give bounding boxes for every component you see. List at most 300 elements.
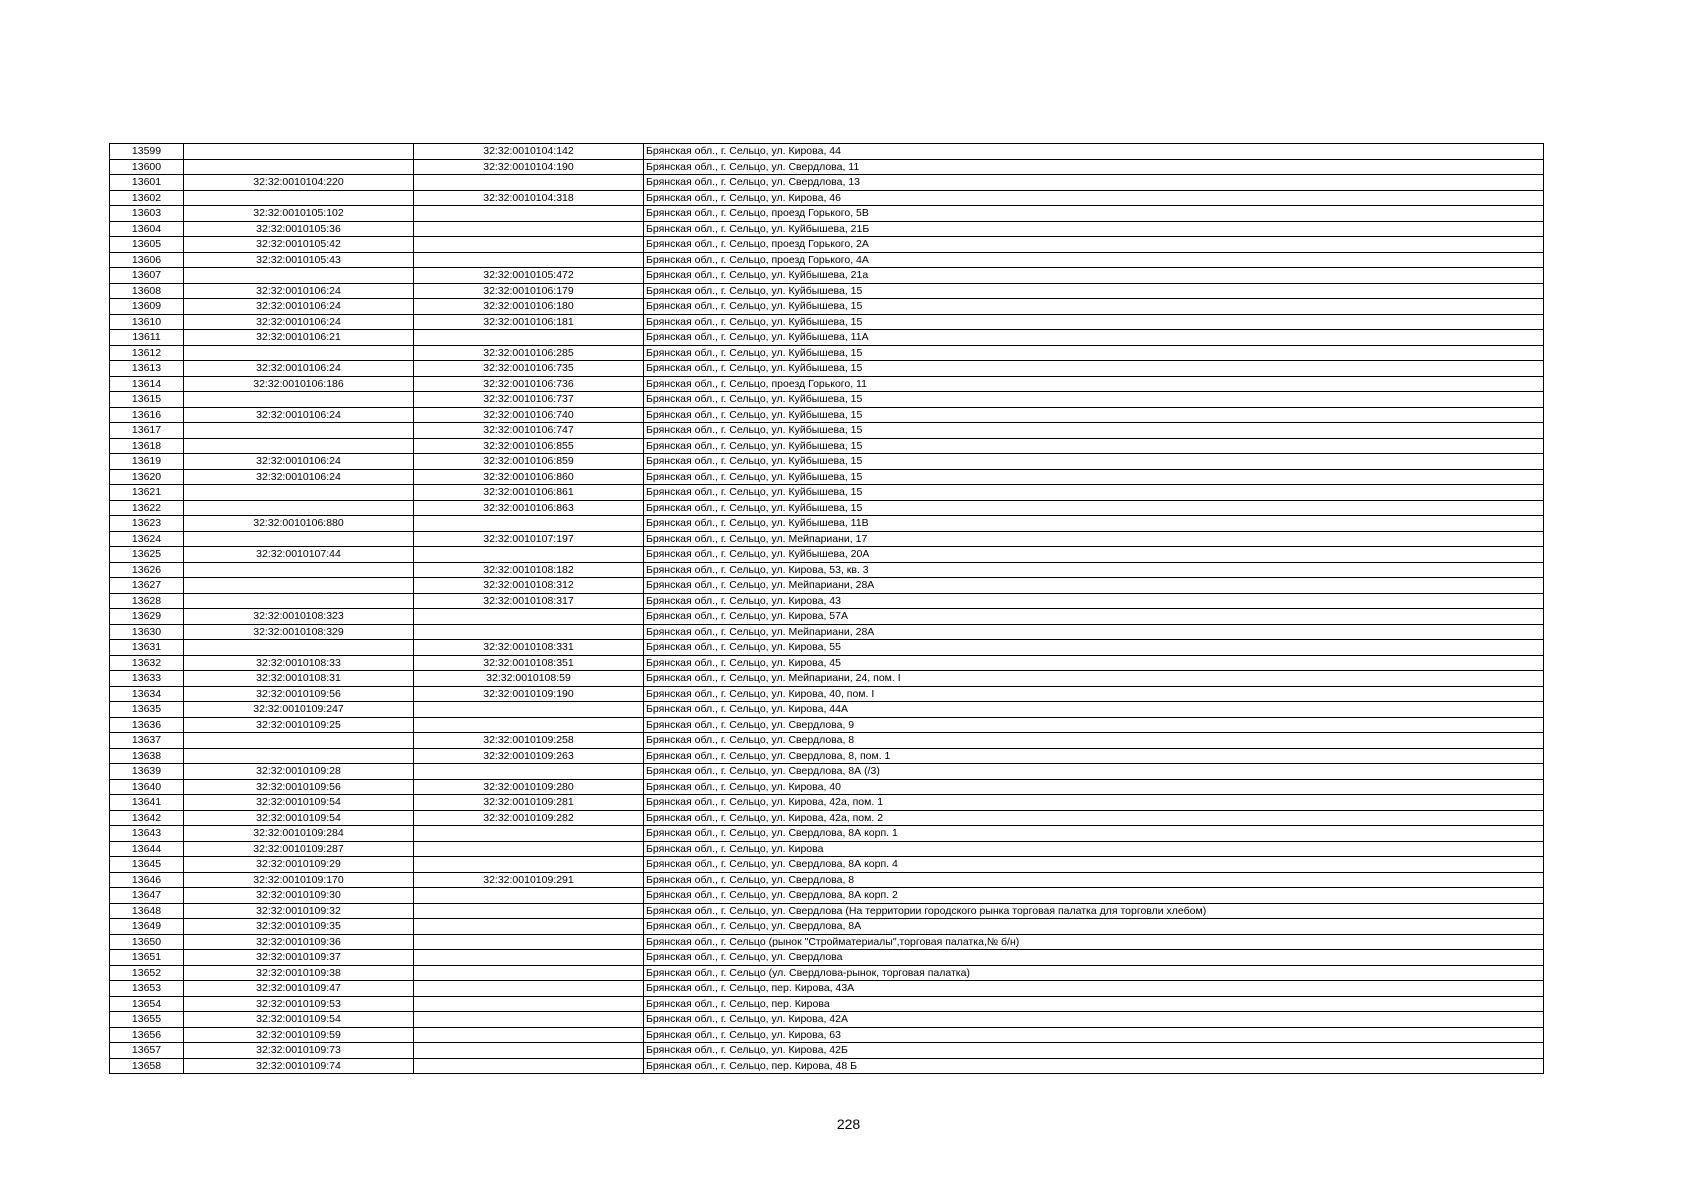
address-cell: Брянская обл., г. Сельцо, ул. Кирова, 53, кв. 3 — [644, 562, 1544, 578]
land-cadastral-cell: 32:32:0010104:220 — [184, 175, 414, 191]
row-number-cell: 13632 — [110, 655, 184, 671]
row-number-cell: 13651 — [110, 950, 184, 966]
row-number-cell: 13620 — [110, 469, 184, 485]
object-cadastral-cell: 32:32:0010106:179 — [414, 283, 644, 299]
address-cell: Брянская обл., г. Сельцо, ул. Свердлова, 9 — [644, 717, 1544, 733]
address-cell: Брянская обл., г. Сельцо, ул. Куйбышева, 11В — [644, 516, 1544, 532]
row-number-cell: 13600 — [110, 159, 184, 175]
row-number-cell: 13627 — [110, 578, 184, 594]
table-row — [110, 454, 1544, 470]
land-cadastral-cell: 32:32:0010106:21 — [184, 330, 414, 346]
land-cadastral-cell: 32:32:0010109:47 — [184, 981, 414, 997]
table-row — [110, 407, 1544, 423]
land-cadastral-cell: 32:32:0010109:36 — [184, 934, 414, 950]
address-cell: Брянская обл., г. Сельцо, ул. Свердлова, 8А корп. 1 — [644, 826, 1544, 842]
land-cadastral-cell: 32:32:0010109:56 — [184, 686, 414, 702]
row-number-cell: 13645 — [110, 857, 184, 873]
table-row — [110, 826, 1544, 842]
row-number-cell: 13658 — [110, 1058, 184, 1074]
object-cadastral-cell: 32:32:0010104:318 — [414, 190, 644, 206]
object-cadastral-cell — [414, 996, 644, 1012]
row-number-cell: 13642 — [110, 810, 184, 826]
land-cadastral-cell: 32:32:0010106:24 — [184, 283, 414, 299]
table-row — [110, 965, 1544, 981]
land-cadastral-cell: 32:32:0010109:53 — [184, 996, 414, 1012]
table-row — [110, 299, 1544, 315]
address-cell: Брянская обл., г. Сельцо, пер. Кирова, 48 Б — [644, 1058, 1544, 1074]
land-cadastral-cell: 32:32:0010106:24 — [184, 361, 414, 377]
table-row — [110, 578, 1544, 594]
address-cell: Брянская обл., г. Сельцо, ул. Куйбышева, 15 — [644, 314, 1544, 330]
table-row — [110, 283, 1544, 299]
object-cadastral-cell — [414, 841, 644, 857]
table-row — [110, 392, 1544, 408]
table-row — [110, 795, 1544, 811]
row-number-cell: 13606 — [110, 252, 184, 268]
address-cell: Брянская обл., г. Сельцо, ул. Кирова, 44 — [644, 144, 1544, 160]
row-number-cell: 13634 — [110, 686, 184, 702]
land-cadastral-cell — [184, 345, 414, 361]
table-row — [110, 159, 1544, 175]
row-number-cell: 13641 — [110, 795, 184, 811]
table-row — [110, 919, 1544, 935]
land-cadastral-cell: 32:32:0010108:329 — [184, 624, 414, 640]
land-cadastral-cell: 32:32:0010106:24 — [184, 407, 414, 423]
land-cadastral-cell — [184, 748, 414, 764]
land-cadastral-cell: 32:32:0010109:54 — [184, 810, 414, 826]
row-number-cell: 13623 — [110, 516, 184, 532]
land-cadastral-cell — [184, 268, 414, 284]
address-cell: Брянская обл., г. Сельцо, ул. Кирова, 40, пом. I — [644, 686, 1544, 702]
row-number-cell: 13639 — [110, 764, 184, 780]
object-cadastral-cell — [414, 981, 644, 997]
address-cell: Брянская обл., г. Сельцо, ул. Кирова — [644, 841, 1544, 857]
object-cadastral-cell: 32:32:0010106:860 — [414, 469, 644, 485]
row-number-cell: 13628 — [110, 593, 184, 609]
land-cadastral-cell: 32:32:0010109:74 — [184, 1058, 414, 1074]
table-row — [110, 640, 1544, 656]
table-row — [110, 624, 1544, 640]
land-cadastral-cell: 32:32:0010106:24 — [184, 314, 414, 330]
table-row — [110, 748, 1544, 764]
land-cadastral-cell: 32:32:0010105:43 — [184, 252, 414, 268]
object-cadastral-cell: 32:32:0010106:181 — [414, 314, 644, 330]
land-cadastral-cell: 32:32:0010109:73 — [184, 1043, 414, 1059]
land-cadastral-cell: 32:32:0010105:42 — [184, 237, 414, 253]
row-number-cell: 13622 — [110, 500, 184, 516]
address-cell: Брянская обл., г. Сельцо, ул. Куйбышева, 15 — [644, 500, 1544, 516]
table-row — [110, 996, 1544, 1012]
row-number-cell: 13618 — [110, 438, 184, 454]
land-cadastral-cell — [184, 144, 414, 160]
object-cadastral-cell: 32:32:0010109:281 — [414, 795, 644, 811]
land-cadastral-cell — [184, 190, 414, 206]
address-cell: Брянская обл., г. Сельцо, ул. Кирова, 63 — [644, 1027, 1544, 1043]
object-cadastral-cell — [414, 330, 644, 346]
land-cadastral-cell — [184, 485, 414, 501]
row-number-cell: 13656 — [110, 1027, 184, 1043]
object-cadastral-cell: 32:32:0010106:285 — [414, 345, 644, 361]
address-cell: Брянская обл., г. Сельцо, ул. Куйбышева, 21а — [644, 268, 1544, 284]
address-cell: Брянская обл., г. Сельцо, пер. Кирова, 43А — [644, 981, 1544, 997]
object-cadastral-cell — [414, 1043, 644, 1059]
land-cadastral-cell — [184, 423, 414, 439]
address-cell: Брянская обл., г. Сельцо, ул. Свердлова, 13 — [644, 175, 1544, 191]
object-cadastral-cell: 32:32:0010108:331 — [414, 640, 644, 656]
address-cell: Брянская обл., г. Сельцо, ул. Кирова, 45 — [644, 655, 1544, 671]
object-cadastral-cell — [414, 717, 644, 733]
address-cell: Брянская обл., г. Сельцо, ул. Мейпариани, 17 — [644, 531, 1544, 547]
object-cadastral-cell — [414, 950, 644, 966]
object-cadastral-cell — [414, 221, 644, 237]
table-row — [110, 469, 1544, 485]
row-number-cell: 13640 — [110, 779, 184, 795]
row-number-cell: 13599 — [110, 144, 184, 160]
row-number-cell: 13643 — [110, 826, 184, 842]
address-cell: Брянская обл., г. Сельцо, ул. Куйбышева, 15 — [644, 283, 1544, 299]
object-cadastral-cell: 32:32:0010104:190 — [414, 159, 644, 175]
land-cadastral-cell: 32:32:0010109:287 — [184, 841, 414, 857]
row-number-cell: 13616 — [110, 407, 184, 423]
row-number-cell: 13653 — [110, 981, 184, 997]
land-cadastral-cell: 32:32:0010109:29 — [184, 857, 414, 873]
table-row — [110, 144, 1544, 160]
address-cell: Брянская обл., г. Сельцо, проезд Горького, 5В — [644, 206, 1544, 222]
land-cadastral-cell: 32:32:0010109:38 — [184, 965, 414, 981]
row-number-cell: 13654 — [110, 996, 184, 1012]
land-cadastral-cell: 32:32:0010106:880 — [184, 516, 414, 532]
object-cadastral-cell: 32:32:0010106:855 — [414, 438, 644, 454]
row-number-cell: 13605 — [110, 237, 184, 253]
address-cell: Брянская обл., г. Сельцо, проезд Горького, 4А — [644, 252, 1544, 268]
table-row — [110, 609, 1544, 625]
address-cell: Брянская обл., г. Сельцо, ул. Кирова, 42Б — [644, 1043, 1544, 1059]
land-cadastral-cell — [184, 392, 414, 408]
address-cell: Брянская обл., г. Сельцо, ул. Кирова, 44А — [644, 702, 1544, 718]
address-cell: Брянская обл., г. Сельцо (ул. Свердлова-рынок, торговая палатка) — [644, 965, 1544, 981]
land-cadastral-cell: 32:32:0010105:36 — [184, 221, 414, 237]
object-cadastral-cell: 32:32:0010106:180 — [414, 299, 644, 315]
land-cadastral-cell: 32:32:0010107:44 — [184, 547, 414, 563]
table-row — [110, 764, 1544, 780]
address-cell: Брянская обл., г. Сельцо, ул. Кирова, 43 — [644, 593, 1544, 609]
address-cell: Брянская обл., г. Сельцо, ул. Куйбышева, 15 — [644, 438, 1544, 454]
object-cadastral-cell: 32:32:0010109:291 — [414, 872, 644, 888]
address-cell: Брянская обл., г. Сельцо, ул. Кирова, 40 — [644, 779, 1544, 795]
land-cadastral-cell: 32:32:0010108:33 — [184, 655, 414, 671]
address-cell: Брянская обл., г. Сельцо, ул. Куйбышева, 20А — [644, 547, 1544, 563]
page-number: 228 — [836, 1116, 861, 1132]
table-row — [110, 593, 1544, 609]
address-cell: Брянская обл., г. Сельцо, ул. Мейпариани, 28А — [644, 578, 1544, 594]
land-cadastral-cell — [184, 531, 414, 547]
row-number-cell: 13631 — [110, 640, 184, 656]
row-number-cell: 13626 — [110, 562, 184, 578]
row-number-cell: 13611 — [110, 330, 184, 346]
land-cadastral-cell: 32:32:0010108:31 — [184, 671, 414, 687]
row-number-cell: 13603 — [110, 206, 184, 222]
object-cadastral-cell: 32:32:0010108:312 — [414, 578, 644, 594]
land-cadastral-cell: 32:32:0010109:35 — [184, 919, 414, 935]
land-cadastral-cell: 32:32:0010109:32 — [184, 903, 414, 919]
object-cadastral-cell: 32:32:0010108:59 — [414, 671, 644, 687]
address-cell: Брянская обл., г. Сельцо, ул. Свердлова — [644, 950, 1544, 966]
address-cell: Брянская обл., г. Сельцо (рынок "Стройматериалы",торговая палатка,№ б/н) — [644, 934, 1544, 950]
address-cell: Брянская обл., г. Сельцо, ул. Кирова, 55 — [644, 640, 1544, 656]
object-cadastral-cell: 32:32:0010109:190 — [414, 686, 644, 702]
table-row — [110, 1043, 1544, 1059]
land-cadastral-cell — [184, 640, 414, 656]
land-cadastral-cell: 32:32:0010108:323 — [184, 609, 414, 625]
address-cell: Брянская обл., г. Сельцо, ул. Куйбышева, 15 — [644, 345, 1544, 361]
object-cadastral-cell: 32:32:0010106:859 — [414, 454, 644, 470]
table-row — [110, 516, 1544, 532]
table-row — [110, 810, 1544, 826]
object-cadastral-cell: 32:32:0010106:740 — [414, 407, 644, 423]
row-number-cell: 13644 — [110, 841, 184, 857]
row-number-cell: 13649 — [110, 919, 184, 935]
table-row — [110, 857, 1544, 873]
table-row — [110, 1027, 1544, 1043]
table-row — [110, 345, 1544, 361]
table-row — [110, 841, 1544, 857]
object-cadastral-cell — [414, 934, 644, 950]
table-row — [110, 330, 1544, 346]
table-row — [110, 562, 1544, 578]
address-cell: Брянская обл., г. Сельцо, ул. Свердлова (На территории городского рынка торговая палатка для торговли хлебом) — [644, 903, 1544, 919]
row-number-cell: 13613 — [110, 361, 184, 377]
address-cell: Брянская обл., г. Сельцо, ул. Свердлова, 8, пом. 1 — [644, 748, 1544, 764]
object-cadastral-cell — [414, 965, 644, 981]
address-cell: Брянская обл., г. Сельцо, ул. Куйбышева, 11А — [644, 330, 1544, 346]
table-row — [110, 1058, 1544, 1074]
address-cell: Брянская обл., г. Сельцо, ул. Свердлова, 8 — [644, 733, 1544, 749]
table-row — [110, 531, 1544, 547]
row-number-cell: 13608 — [110, 283, 184, 299]
land-cadastral-cell: 32:32:0010109:25 — [184, 717, 414, 733]
table-row — [110, 376, 1544, 392]
table-row — [110, 655, 1544, 671]
address-cell: Брянская обл., г. Сельцо, ул. Куйбышева, 15 — [644, 454, 1544, 470]
land-cadastral-cell: 32:32:0010109:247 — [184, 702, 414, 718]
address-cell: Брянская обл., г. Сельцо, ул. Свердлова, 8А корп. 4 — [644, 857, 1544, 873]
land-cadastral-cell: 32:32:0010109:54 — [184, 795, 414, 811]
row-number-cell: 13629 — [110, 609, 184, 625]
row-number-cell: 13602 — [110, 190, 184, 206]
object-cadastral-cell: 32:32:0010106:735 — [414, 361, 644, 377]
row-number-cell: 13636 — [110, 717, 184, 733]
table-row — [110, 779, 1544, 795]
land-cadastral-cell — [184, 500, 414, 516]
table-row — [110, 500, 1544, 516]
row-number-cell: 13604 — [110, 221, 184, 237]
object-cadastral-cell: 32:32:0010106:737 — [414, 392, 644, 408]
land-cadastral-cell: 32:32:0010106:24 — [184, 299, 414, 315]
object-cadastral-cell: 32:32:0010108:182 — [414, 562, 644, 578]
object-cadastral-cell: 32:32:0010109:263 — [414, 748, 644, 764]
address-cell: Брянская обл., г. Сельцо, ул. Свердлова, 8А — [644, 919, 1544, 935]
table-row — [110, 438, 1544, 454]
address-cell: Брянская обл., г. Сельцо, ул. Кирова, 57А — [644, 609, 1544, 625]
land-cadastral-cell: 32:32:0010109:37 — [184, 950, 414, 966]
address-cell: Брянская обл., г. Сельцо, ул. Свердлова, 11 — [644, 159, 1544, 175]
land-cadastral-cell: 32:32:0010109:28 — [184, 764, 414, 780]
object-cadastral-cell — [414, 547, 644, 563]
registry-table — [109, 143, 1544, 1074]
row-number-cell: 13655 — [110, 1012, 184, 1028]
land-cadastral-cell: 32:32:0010109:170 — [184, 872, 414, 888]
object-cadastral-cell: 32:32:0010108:317 — [414, 593, 644, 609]
object-cadastral-cell: 32:32:0010109:280 — [414, 779, 644, 795]
row-number-cell: 13614 — [110, 376, 184, 392]
row-number-cell: 13619 — [110, 454, 184, 470]
land-cadastral-cell — [184, 733, 414, 749]
table-row — [110, 1012, 1544, 1028]
land-cadastral-cell: 32:32:0010109:59 — [184, 1027, 414, 1043]
table-row — [110, 237, 1544, 253]
table-row — [110, 717, 1544, 733]
table-row — [110, 981, 1544, 997]
table-row — [110, 190, 1544, 206]
row-number-cell: 13610 — [110, 314, 184, 330]
address-cell: Брянская обл., г. Сельцо, ул. Кирова, 42а, пом. 2 — [644, 810, 1544, 826]
table-row — [110, 671, 1544, 687]
object-cadastral-cell — [414, 888, 644, 904]
row-number-cell: 13652 — [110, 965, 184, 981]
object-cadastral-cell: 32:32:0010106:861 — [414, 485, 644, 501]
registry-table-body — [110, 144, 1544, 1074]
object-cadastral-cell — [414, 1058, 644, 1074]
address-cell: Брянская обл., г. Сельцо, проезд Горького, 11 — [644, 376, 1544, 392]
address-cell: Брянская обл., г. Сельцо, ул. Кирова, 42а, пом. 1 — [644, 795, 1544, 811]
row-number-cell: 13638 — [110, 748, 184, 764]
table-row — [110, 206, 1544, 222]
object-cadastral-cell — [414, 252, 644, 268]
land-cadastral-cell: 32:32:0010109:54 — [184, 1012, 414, 1028]
row-number-cell: 13648 — [110, 903, 184, 919]
land-cadastral-cell — [184, 593, 414, 609]
address-cell: Брянская обл., г. Сельцо, ул. Мейпариани, 24, пом. I — [644, 671, 1544, 687]
object-cadastral-cell — [414, 206, 644, 222]
object-cadastral-cell: 32:32:0010105:472 — [414, 268, 644, 284]
object-cadastral-cell: 32:32:0010107:197 — [414, 531, 644, 547]
land-cadastral-cell: 32:32:0010106:24 — [184, 454, 414, 470]
table-row — [110, 252, 1544, 268]
row-number-cell: 13657 — [110, 1043, 184, 1059]
row-number-cell: 13646 — [110, 872, 184, 888]
object-cadastral-cell — [414, 516, 644, 532]
table-row — [110, 903, 1544, 919]
address-cell: Брянская обл., г. Сельцо, ул. Куйбышева, 21Б — [644, 221, 1544, 237]
object-cadastral-cell — [414, 175, 644, 191]
land-cadastral-cell: 32:32:0010105:102 — [184, 206, 414, 222]
table-row — [110, 485, 1544, 501]
land-cadastral-cell: 32:32:0010109:284 — [184, 826, 414, 842]
object-cadastral-cell — [414, 1012, 644, 1028]
object-cadastral-cell: 32:32:0010109:258 — [414, 733, 644, 749]
row-number-cell: 13612 — [110, 345, 184, 361]
table-row — [110, 423, 1544, 439]
object-cadastral-cell: 32:32:0010108:351 — [414, 655, 644, 671]
address-cell: Брянская обл., г. Сельцо, ул. Куйбышева, 15 — [644, 392, 1544, 408]
address-cell: Брянская обл., г. Сельцо, ул. Куйбышева, 15 — [644, 361, 1544, 377]
object-cadastral-cell — [414, 702, 644, 718]
address-cell: Брянская обл., г. Сельцо, ул. Кирова, 42А — [644, 1012, 1544, 1028]
object-cadastral-cell: 32:32:0010104:142 — [414, 144, 644, 160]
row-number-cell: 13621 — [110, 485, 184, 501]
object-cadastral-cell — [414, 237, 644, 253]
land-cadastral-cell — [184, 578, 414, 594]
table-row — [110, 175, 1544, 191]
table-row — [110, 950, 1544, 966]
address-cell: Брянская обл., г. Сельцо, ул. Куйбышева, 15 — [644, 469, 1544, 485]
table-row — [110, 221, 1544, 237]
address-cell: Брянская обл., г. Сельцо, ул. Свердлова, 8А корп. 2 — [644, 888, 1544, 904]
table-row — [110, 686, 1544, 702]
address-cell: Брянская обл., г. Сельцо, ул. Куйбышева, 15 — [644, 407, 1544, 423]
row-number-cell: 13615 — [110, 392, 184, 408]
object-cadastral-cell: 32:32:0010106:736 — [414, 376, 644, 392]
object-cadastral-cell: 32:32:0010106:747 — [414, 423, 644, 439]
table-row — [110, 314, 1544, 330]
address-cell: Брянская обл., г. Сельцо, ул. Куйбышева, 15 — [644, 299, 1544, 315]
land-cadastral-cell — [184, 562, 414, 578]
table-row — [110, 888, 1544, 904]
row-number-cell: 13637 — [110, 733, 184, 749]
object-cadastral-cell: 32:32:0010106:863 — [414, 500, 644, 516]
object-cadastral-cell — [414, 857, 644, 873]
row-number-cell: 13607 — [110, 268, 184, 284]
table-row — [110, 361, 1544, 377]
object-cadastral-cell — [414, 919, 644, 935]
table-row — [110, 268, 1544, 284]
address-cell: Брянская обл., г. Сельцо, проезд Горького, 2А — [644, 237, 1544, 253]
table-row — [110, 733, 1544, 749]
object-cadastral-cell — [414, 764, 644, 780]
table-row — [110, 934, 1544, 950]
land-cadastral-cell: 32:32:0010106:24 — [184, 469, 414, 485]
object-cadastral-cell — [414, 826, 644, 842]
table-row — [110, 872, 1544, 888]
table-row — [110, 547, 1544, 563]
object-cadastral-cell — [414, 624, 644, 640]
object-cadastral-cell — [414, 1027, 644, 1043]
address-cell: Брянская обл., г. Сельцо, ул. Свердлова, 8 — [644, 872, 1544, 888]
row-number-cell: 13635 — [110, 702, 184, 718]
row-number-cell: 13650 — [110, 934, 184, 950]
address-cell: Брянская обл., г. Сельцо, ул. Мейпариани, 28А — [644, 624, 1544, 640]
land-cadastral-cell: 32:32:0010109:56 — [184, 779, 414, 795]
address-cell: Брянская обл., г. Сельцо, ул. Свердлова, 8А (/3) — [644, 764, 1544, 780]
land-cadastral-cell: 32:32:0010106:186 — [184, 376, 414, 392]
land-cadastral-cell — [184, 159, 414, 175]
row-number-cell: 13647 — [110, 888, 184, 904]
row-number-cell: 13601 — [110, 175, 184, 191]
row-number-cell: 13633 — [110, 671, 184, 687]
row-number-cell: 13617 — [110, 423, 184, 439]
object-cadastral-cell: 32:32:0010109:282 — [414, 810, 644, 826]
object-cadastral-cell — [414, 903, 644, 919]
table-row — [110, 702, 1544, 718]
address-cell: Брянская обл., г. Сельцо, ул. Кирова, 46 — [644, 190, 1544, 206]
address-cell: Брянская обл., г. Сельцо, ул. Куйбышева, 15 — [644, 485, 1544, 501]
address-cell: Брянская обл., г. Сельцо, пер. Кирова — [644, 996, 1544, 1012]
land-cadastral-cell — [184, 438, 414, 454]
address-cell: Брянская обл., г. Сельцо, ул. Куйбышева, 15 — [644, 423, 1544, 439]
row-number-cell: 13624 — [110, 531, 184, 547]
land-cadastral-cell: 32:32:0010109:30 — [184, 888, 414, 904]
row-number-cell: 13609 — [110, 299, 184, 315]
